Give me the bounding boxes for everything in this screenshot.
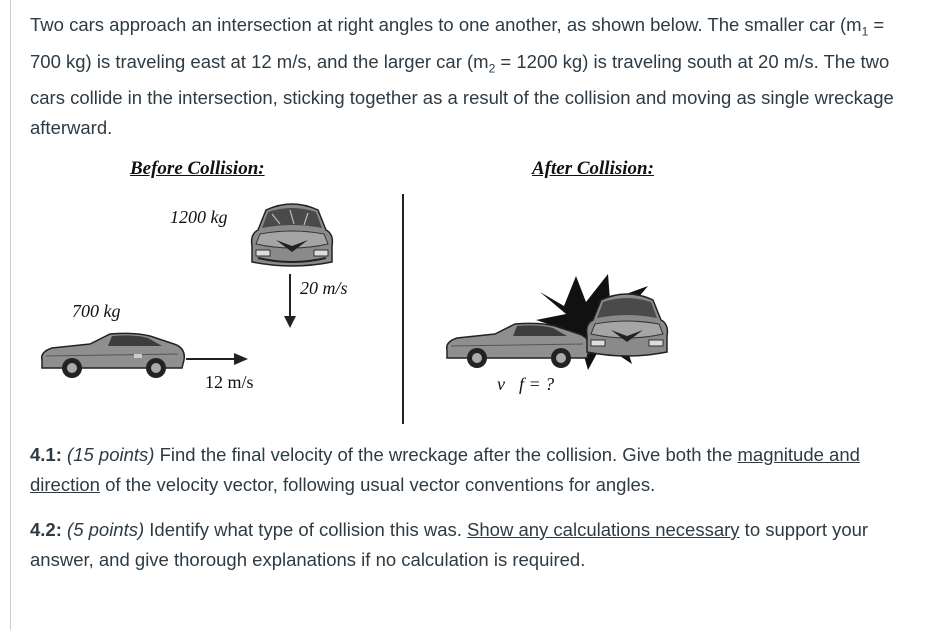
east-velocity-arrow-icon: [186, 352, 248, 366]
intro-text-3: = 1200 kg) is traveling south at 20 m/s. The two cars collide in the intersection, sticking together as a result of the collision and moving as single wreckage afterward.: [30, 50, 894, 139]
after-collision-heading: After Collision:: [532, 158, 654, 179]
question-number: 4.2:: [30, 519, 62, 540]
before-after-divider: [402, 194, 404, 424]
question-text: Find the final velocity of the wreckage after the collision. Give both the: [154, 444, 738, 465]
question-text: to support your answer, and give thorough explanations if no calculation is required.: [30, 519, 869, 570]
question-points: (5 points): [67, 519, 145, 540]
question-number: 4.1:: [30, 444, 62, 465]
question-4-2: [30, 515, 910, 575]
intro-text-1: Two cars approach an intersection at right angles to one another, as shown below. The smaller car (m: [30, 14, 862, 35]
question-emphasis: magnitude and direction: [30, 444, 860, 495]
question-emphasis: Show any calculations necessary: [467, 519, 740, 540]
small-car-side-icon: [38, 330, 188, 380]
wreck-small-car-icon: [443, 320, 593, 370]
question-4-1: [30, 440, 910, 500]
south-velocity-arrow-icon: [284, 274, 296, 328]
intro-subscript-2: 2: [488, 61, 496, 76]
speed-small-label: 12 m/s: [205, 372, 254, 392]
before-collision-heading: Before Collision:: [130, 158, 265, 179]
intro-subscript-1: 1: [861, 24, 869, 39]
mass-large-label: 1200 kg: [170, 207, 228, 227]
question-text: Identify what type of collision this was.: [144, 519, 468, 540]
large-car-front-icon: [250, 200, 334, 272]
collision-diagram: [0, 150, 927, 430]
question-points: (15 points): [67, 444, 155, 465]
wreck-large-car-icon: [585, 290, 669, 362]
problem-intro: [30, 10, 910, 143]
mass-small-label: 700 kg: [72, 301, 121, 321]
question-text: of the velocity vector, following usual vector conventions for angles.: [99, 474, 656, 495]
intro-text-2: = 700 kg) is traveling east at 12 m/s, and the larger car (m: [30, 14, 885, 72]
speed-large-label: 20 m/s: [300, 278, 348, 298]
final-velocity-label: v⃗f = ?: [497, 374, 555, 394]
